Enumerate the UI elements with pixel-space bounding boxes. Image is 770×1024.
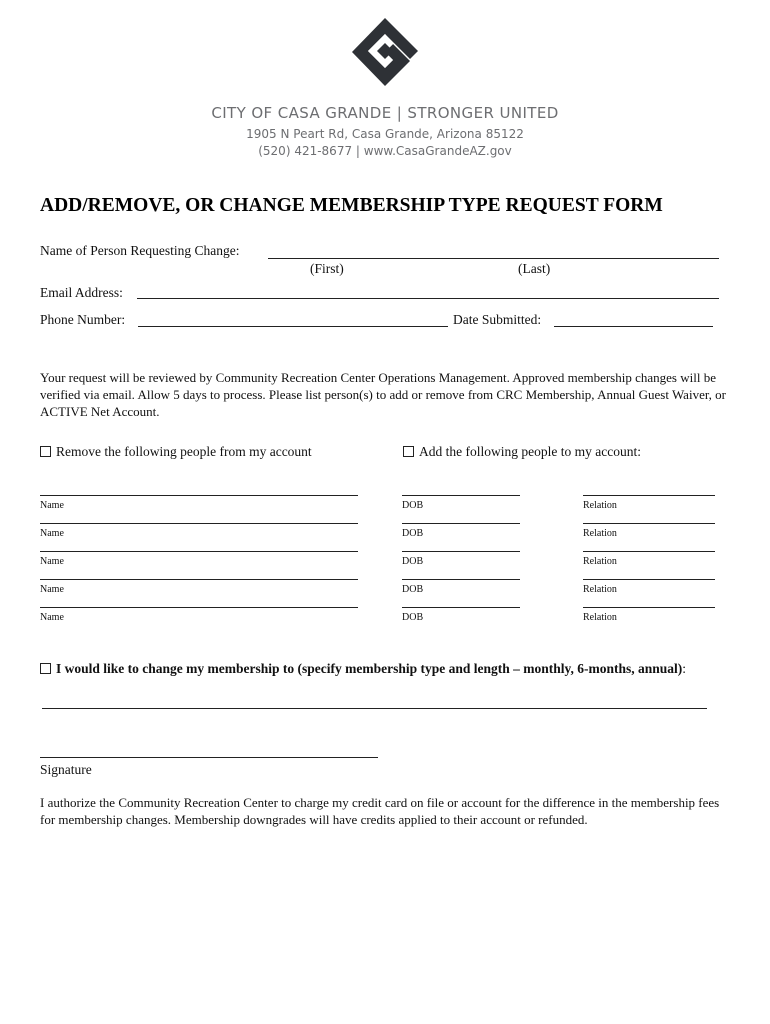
row3-name-label: Name: [40, 556, 64, 567]
row1-dob-label: DOB: [402, 500, 424, 511]
name-field[interactable]: [268, 258, 719, 259]
row5-name-field[interactable]: [40, 607, 358, 608]
row3-name-field[interactable]: [40, 551, 358, 552]
row1-name-field[interactable]: [40, 495, 358, 496]
row1-dob-field[interactable]: [402, 495, 520, 496]
row3-relation-label: Relation: [583, 556, 617, 567]
row4-name-label: Name: [40, 584, 64, 595]
email-label: Email Address:: [40, 285, 123, 300]
change-membership-option[interactable]: [40, 661, 686, 677]
change-membership-label: I would like to change my membership to (specify membership type and length – monthly, 6-months, annual): [56, 661, 683, 676]
row2-dob-label: DOB: [402, 528, 424, 539]
email-field[interactable]: [137, 298, 719, 299]
name-label: Name of Person Requesting Change:: [40, 243, 240, 258]
instructions-text: Your request will be reviewed by Community Recreation Center Operations Management. Approved membership changes will be verified via email. Allow 5 days to process. Please list person(s) to add or remove from CRC Membership, Annual Guest Waiver, or ACTIVE Net Account.: [40, 370, 726, 419]
add-label: Add the following people to my account:: [419, 444, 641, 459]
letterhead-address: 1905 N Peart Rd, Casa Grande, Arizona 85122: [246, 127, 524, 141]
first-name-label: (First): [310, 261, 344, 276]
row2-name-field[interactable]: [40, 523, 358, 524]
row2-relation-label: Relation: [583, 528, 617, 539]
row4-dob-label: DOB: [402, 584, 424, 595]
authorization-text: I authorize the Community Recreation Center to charge my credit card on file or account for the difference in the membership fees for membership changes. Membership downgrades will have credits applied to their account or refunded.: [40, 795, 720, 827]
row3-dob-label: DOB: [402, 556, 424, 567]
signature-field[interactable]: [40, 757, 378, 758]
row5-relation-label: Relation: [583, 612, 617, 623]
row3-dob-field[interactable]: [402, 551, 520, 552]
remove-checkbox[interactable]: [40, 446, 51, 457]
row4-dob-field[interactable]: [402, 579, 520, 580]
row4-relation-field[interactable]: [583, 579, 715, 580]
row1-relation-label: Relation: [583, 500, 617, 511]
add-option[interactable]: [403, 444, 641, 460]
row1-relation-field[interactable]: [583, 495, 715, 496]
form-title: ADD/REMOVE, OR CHANGE MEMBERSHIP TYPE REQUEST FORM: [40, 195, 663, 216]
letterhead-city-line: CITY OF CASA GRANDE | STRONGER UNITED: [211, 104, 559, 122]
date-label: Date Submitted:: [453, 312, 542, 327]
add-checkbox[interactable]: [403, 446, 414, 457]
row5-dob-label: DOB: [402, 612, 424, 623]
row2-relation-field[interactable]: [583, 523, 715, 524]
phone-field[interactable]: [138, 326, 448, 327]
change-membership-checkbox[interactable]: [40, 663, 51, 674]
row4-relation-label: Relation: [583, 584, 617, 595]
row5-name-label: Name: [40, 612, 64, 623]
date-field[interactable]: [554, 326, 713, 327]
remove-label: Remove the following people from my account: [56, 444, 312, 459]
row5-dob-field[interactable]: [402, 607, 520, 608]
remove-option[interactable]: [40, 444, 312, 460]
row5-relation-field[interactable]: [583, 607, 715, 608]
change-membership-colon: :: [682, 661, 687, 676]
row1-name-label: Name: [40, 500, 64, 511]
row2-name-label: Name: [40, 528, 64, 539]
change-membership-field[interactable]: [42, 708, 707, 709]
letterhead-contact: (520) 421-8677 | www.CasaGrandeAZ.gov: [258, 144, 512, 158]
row4-name-field[interactable]: [40, 579, 358, 580]
row2-dob-field[interactable]: [402, 523, 520, 524]
row3-relation-field[interactable]: [583, 551, 715, 552]
casa-grande-logo-icon: [350, 16, 420, 88]
signature-label: Signature: [40, 762, 92, 777]
phone-label: Phone Number:: [40, 312, 126, 327]
last-name-label: (Last): [518, 261, 551, 276]
